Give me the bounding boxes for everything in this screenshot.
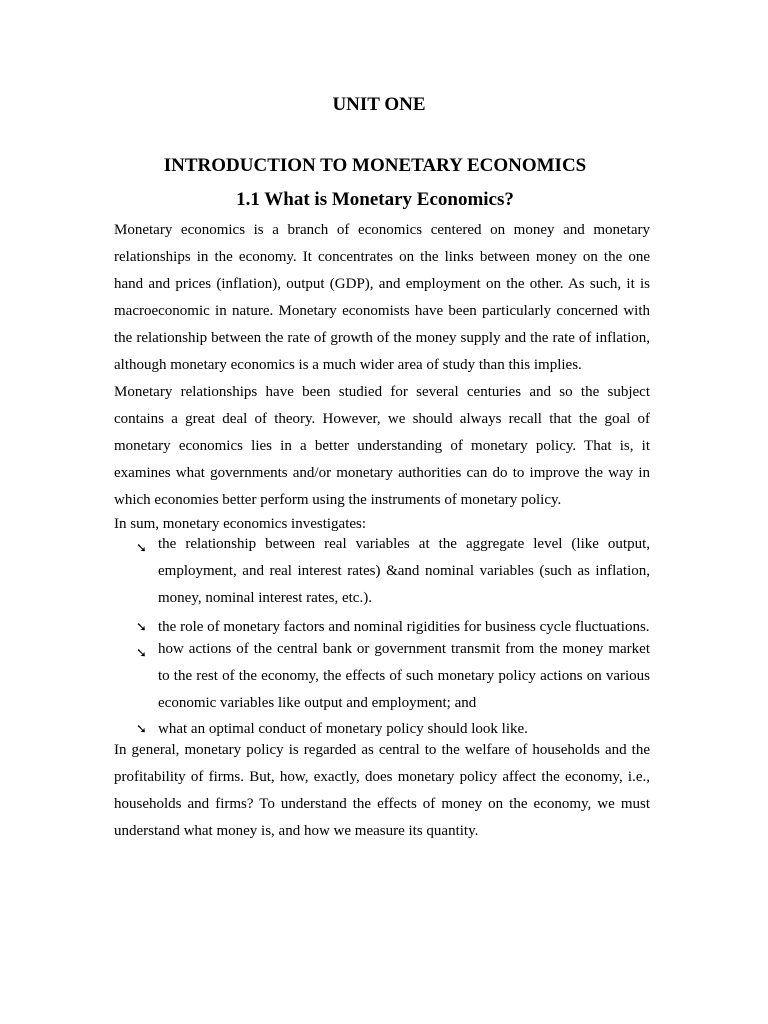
bullet-item (114, 531, 650, 612)
arrow-bullet-icon: ➘ (136, 541, 147, 556)
bullet-item (114, 720, 650, 739)
arrow-bullet-icon: ➘ (136, 646, 147, 661)
arrow-bullet-icon: ➘ (136, 722, 147, 737)
paragraph-definition: Monetary economics is a branch of economics centered on money and monetary relationships in the economy. It concentrates on the links between money on the one hand and prices (inflation), output (GDP), and employment on the other. As such, it is macroeconomic in nature. Monetary economists have been particularly concerned with the relationship between the rate of growth of the money supply and the rate of inflation, although monetary economics is a much wider area of study than this implies. (114, 222, 650, 373)
bullet-text: how actions of the central bank or government transmit from the money market to the rest of the economy, the effects of such monetary policy actions on various economic variables like output and employment; and (158, 641, 650, 711)
document-body (114, 217, 650, 845)
unit-title: UNIT ONE (332, 94, 426, 115)
bullet-list (114, 531, 650, 739)
arrow-bullet-icon: ➘ (136, 620, 147, 635)
bullet-text: the role of monetary factors and nominal rigidities for business cycle fluctuations. (158, 619, 650, 635)
paragraph-general: In general, monetary policy is regarded as central to the welfare of households and the profitability of firms. But, how, exactly, does monetary policy affect the economy, i.e., households and firms? To understand the effects of money on the economy, we must understand what money is, and how we measure its quantity. (114, 742, 650, 839)
chapter-title: INTRODUCTION TO MONETARY ECONOMICS (163, 155, 587, 176)
paragraph-summary-intro: In sum, monetary economics investigates: (114, 516, 367, 532)
paragraph-history: Monetary relationships have been studied for several centuries and so the subject contains a great deal of theory. However, we should always recall that the goal of monetary economics lies in a better understanding of monetary policy. That is, it examines what governments and/or monetary authorities can do to improve the way in which economies better perform using the instruments of monetary policy. (114, 384, 650, 508)
bullet-item (114, 618, 650, 637)
bullet-text: the relationship between real variables at the aggregate level (like output, employment, and real interest rates) &and nominal variables (such as inflation, money, nominal interest rates, etc.). (158, 536, 650, 606)
bullet-text: what an optimal conduct of monetary policy should look like. (158, 721, 528, 737)
bullet-item (114, 636, 650, 717)
section-title: 1.1 What is Monetary Economics? (236, 189, 514, 210)
